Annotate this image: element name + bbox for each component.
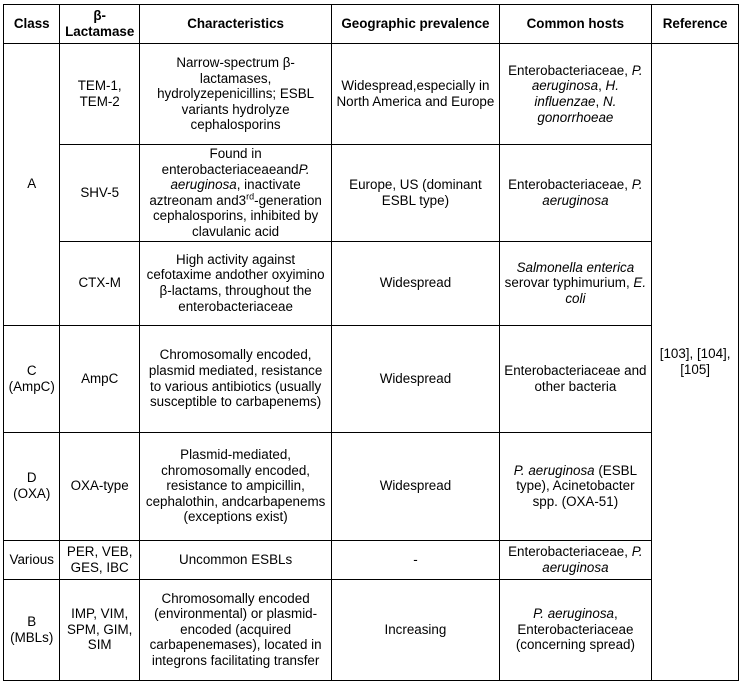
geography-cell: -: [332, 540, 499, 579]
geography-cell: Widespread: [332, 325, 499, 432]
enzyme-cell: CTX-M: [60, 241, 139, 325]
header-characteristics: Characteristics: [139, 5, 331, 44]
class-cell: A: [4, 44, 60, 326]
header-row: [4, 5, 739, 44]
table-row: [4, 325, 739, 432]
table-row: [4, 44, 739, 145]
characteristics-cell: Plasmid-mediated, chromosomally encoded, resistance to ampicillin, cephalothin, andcarbapenems (exceptions exist): [139, 432, 331, 540]
header-reference: Reference: [652, 5, 739, 44]
header-class: Class: [4, 5, 60, 44]
class-cell: D (OXA): [4, 432, 60, 540]
enzyme-cell: PER, VEB, GES, IBC: [60, 540, 139, 579]
geography-cell: Increasing: [332, 579, 499, 680]
hosts-cell: Enterobacteriaceae and other bacteria: [499, 325, 652, 432]
hosts-cell: Enterobacteriaceae, P. aeruginosa: [499, 540, 652, 579]
table-row: [4, 241, 739, 325]
enzyme-cell: OXA-type: [60, 432, 139, 540]
class-cell: Various: [4, 540, 60, 579]
hosts-cell: P. aeruginosa (ESBL type), Acinetobacter spp. (OXA-51): [499, 432, 652, 540]
table-row: [4, 540, 739, 579]
geography-cell: Widespread,especially in North America and Europe: [332, 44, 499, 145]
header-beta-lactamase: β-Lactamase: [60, 5, 139, 44]
header-geographic-prevalence: Geographic prevalence: [332, 5, 499, 44]
header-common-hosts: Common hosts: [499, 5, 652, 44]
hosts-cell: P. aeruginosa, Enterobacteriaceae (concerning spread): [499, 579, 652, 680]
characteristics-cell: Uncommon ESBLs: [139, 540, 331, 579]
enzyme-cell: IMP, VIM, SPM, GIM, SIM: [60, 579, 139, 680]
beta-lactamase-table: [3, 4, 739, 681]
geography-cell: Widespread: [332, 432, 499, 540]
table-row: [4, 145, 739, 242]
geography-cell: Widespread: [332, 241, 499, 325]
geography-cell: Europe, US (dominant ESBL type): [332, 145, 499, 242]
characteristics-cell: Chromosomally encoded, plasmid mediated, resistance to various antibiotics (usually susceptible to carbapenems): [139, 325, 331, 432]
hosts-cell: Salmonella enterica serovar typhimurium, E. coli: [499, 241, 652, 325]
table-row: [4, 579, 739, 680]
enzyme-cell: TEM-1, TEM-2: [60, 44, 139, 145]
enzyme-cell: SHV-5: [60, 145, 139, 242]
class-cell: B (MBLs): [4, 579, 60, 680]
class-cell: C (AmpC): [4, 325, 60, 432]
characteristics-cell: High activity against cefotaxime andother oxyimino β-lactams, throughout the enterobacteriaceae: [139, 241, 331, 325]
hosts-cell: Enterobacteriaceae, P. aeruginosa, H. influenzae, N. gonorrhoeae: [499, 44, 652, 145]
characteristics-cell: Found in enterobacteriaceaeandP. aeruginosa, inactivate aztreonam and3rd-generation cephalosporins, inhibited by clavulanic acid: [139, 145, 331, 242]
enzyme-cell: AmpC: [60, 325, 139, 432]
characteristics-cell: Chromosomally encoded (environmental) or plasmid-encoded (acquired carbapenemases), located in integrons facilitating transfer: [139, 579, 331, 680]
table-row: [4, 432, 739, 540]
hosts-cell: Enterobacteriaceae, P. aeruginosa: [499, 145, 652, 242]
characteristics-cell: Narrow-spectrum β-lactamases, hydrolyzepenicillins; ESBL variants hydrolyze cephalosporins: [139, 44, 331, 145]
reference-cell: [103], [104], [105]: [652, 44, 739, 681]
